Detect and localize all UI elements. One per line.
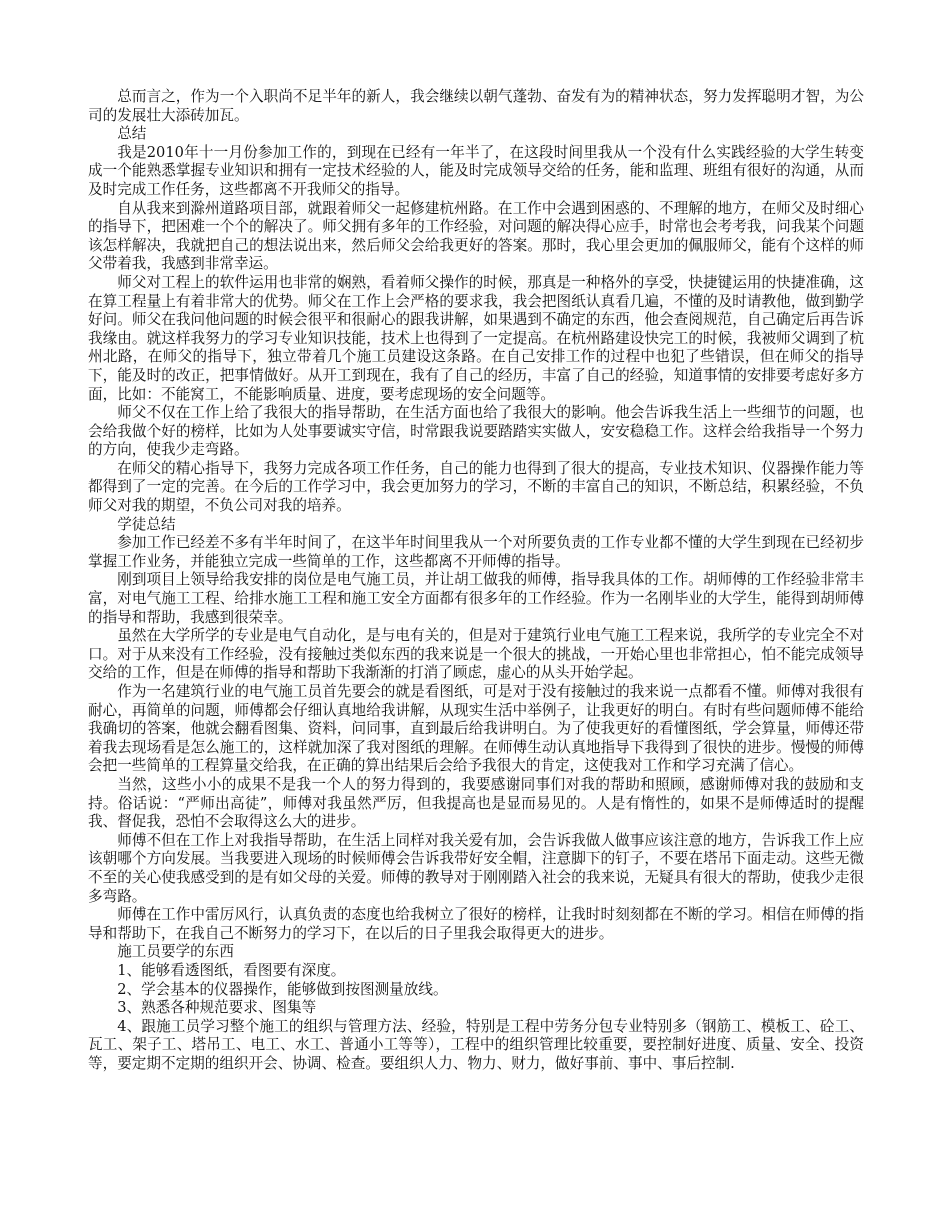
- list-item: 4、跟施工员学习整个施工的组织与管理方法、经验，特别是工程中劳务分包专业特别多（钢筋工、模板工、砼工、瓦工、架子工、塔吊工、电工、水工、普通小工等等），工程中的组织管理比较重要，要控制好进度、质量、安全、投资等，要定期不定期的组织开会、协调、检查。要组织人力、物力、财力，做好事前、事中、事后控制.: [88, 1017, 864, 1072]
- paragraph: 当然，这些小小的成果不是我一个人的努力得到的，我要感谢同事们对我的帮助和照顾，感谢师傅对我的鼓励和支持。俗话说：“严师出高徒”，师傅对我虽然严厉，但我提高也是显而易见的。人是有惰性的，如果不是师傅适时的提醒我、督促我，恐怕不会取得这么大的进步。: [88, 775, 864, 831]
- section-heading-summary: 总结: [117, 125, 147, 143]
- section-heading-what-to-learn: 施工员要学的东西: [117, 943, 234, 961]
- paragraph-conclusion: 总而言之，作为一个入职尚不足半年的新人，我会继续以朝气蓬勃、奋发有为的精神状态，努力发挥聪明才智，为公司的发展壮大添砖加瓦。: [88, 88, 864, 124]
- list-item: 2、学会基本的仪器操作，能够做到按图测量放线。: [117, 980, 448, 998]
- paragraph: 师傅在工作中雷厉风行，认真负责的态度也给我树立了很好的榜样，让我时时刻刻都在不断的学习。相信在师傅的指导和帮助下，在我自己不断努力的学习下，在以后的日子里我会取得更大的进步。: [88, 906, 864, 942]
- paragraph: 自从我来到滁州道路项目部，就跟着师父一起修建杭州路。在工作中会遇到困惑的、不理解的地方，在师父及时细心的指导下，把困难一个个的解决了。师父拥有多年的工作经验，对问题的解决得心应手，时常也会考考我，问我某个问题该怎样解决，我就把自己的想法说出来，然后师父会给我更好的答案。那时，我心里会更加的佩服师父，能有个这样的师父带着我，我感到非常幸运。: [88, 199, 864, 273]
- paragraph: 师父对工程上的软件运用也非常的娴熟，看着师父操作的时候，那真是一种格外的享受，快捷键运用的快捷准确，这在算工程量上有着非常大的优势。师父在工作上会严格的要求我，我会把图纸认真看几遍，不懂的及时请教他，做到勤学好问。师父在我问他问题的时候会很平和很耐心的跟我讲解，如果遇到不确定的东西，他会查阅规范，自己确定后再告诉我缘由。就这样我努力的学习专业知识技能，技术上也得到了一定提高。在杭州路建设快完工的时候，我被师父调到了杭州北路，在师父的指导下，独立带着几个施工员建设这条路。在自己安排工作的过程中也犯了些错误，但在师父的指导下，能及时的改正，把事情做好。从开工到现在，我有了自己的经历，丰富了自己的经验，知道事情的安排要考虑好多方面，比如：不能窝工，不能影响质量、进度，要考虑现场的安全问题等。: [88, 273, 864, 403]
- section-heading-apprentice-summary: 学徒总结: [117, 515, 176, 533]
- paragraph: 我是2010年十一月份参加工作的，到现在已经有一年半了，在这段时间里我从一个没有什么实践经验的大学生转变成一个能熟悉掌握专业知识和拥有一定技术经验的人，能及时完成领导交给的任务，能和监理、班组有很好的沟通，从而及时完成工作任务，这些都离不开我师父的指导。: [88, 143, 864, 198]
- paragraph: 参加工作已经差不多有半年时间了，在这半年时间里我从一个对所要负责的工作专业都不懂的大学生到现在已经初步掌握工作业务，并能独立完成一些简单的工作，这些都离不开师傅的指导。: [88, 534, 864, 570]
- paragraph: 师傅不但在工作上对我指导帮助，在生活上同样对我关爱有加，会告诉我做人做事应该注意的地方，告诉我工作上应该朝哪个方向发展。当我要进入现场的时候师傅会告诉我带好安全帽，注意脚下的钉子，不要在塔吊下面走动。这些无微不至的关心使我感受到的是有如父母的关爱。师傅的教导对于刚刚踏入社会的我来说，无疑具有很大的帮助，使我少走很多弯路。: [88, 831, 864, 905]
- list-item: 1、能够看透图纸，看图要有深度。: [117, 961, 346, 979]
- paragraph: 虽然在大学所学的专业是电气自动化，是与电有关的，但是对于建筑行业电气施工工程来说，我所学的专业完全不对口。对于从来没有工作经验，没有接触过类似东西的我来说是一个很大的挑战，一开始心里也非常担心，怕不能完成领导交给的工作，但是在师傅的指导和帮助下我渐渐的打消了顾虑，虚心的从头开始学起。: [88, 627, 864, 682]
- paragraph: 作为一名建筑行业的电气施工员首先要会的就是看图纸，可是对于没有接触过的我来说一点都看不懂。师傅对我很有耐心，再简单的问题，师傅都会仔细认真地给我讲解，从现实生活中举例子，让我更好的明白。有时有些问题师傅不能给我确切的答案，他就会翻看图集、资料，问同事，直到最后给我讲明白。为了使我更好的看懂图纸，学会算量，师傅还带着我去现场看是怎么施工的，这样就加深了我对图纸的理解。在师傅生动认真地指导下我得到了很快的进步。慢慢的师傅会把一些简单的工程算量交给我，在正确的算出结果后会给予我很大的肯定，这使我对工作和学习充满了信心。: [88, 683, 864, 775]
- paragraph: 在师父的精心指导下，我努力完成各项工作任务，自己的能力也得到了很大的提高，专业技术知识、仪器操作能力等都得到了一定的完善。在今后的工作学习中，我会更加努力的学习，不断的丰富自己的知识，不断总结，积累经验，不负师父对我的期望，不负公司对我的培养。: [88, 459, 864, 515]
- list-item: 3、熟悉各种规范要求、图集等: [117, 999, 317, 1017]
- paragraph: 师父不仅在工作上给了我很大的指导帮助，在生活方面也给了我很大的影响。他会告诉我生活上一些细节的问题，也会给我做个好的榜样，比如为人处事要诚实守信，时常跟我说要踏踏实实做人，安安稳稳工作。这样会给我指导一个努力的方向，使我少走弯路。: [88, 404, 864, 459]
- document-page: [88, 88, 864, 1073]
- paragraph: 刚到项目上领导给我安排的岗位是电气施工员，并让胡工做我的师傅，指导我具体的工作。胡师傅的工作经验非常丰富，对电气施工工程、给排水施工工程和施工安全方面都有很多年的工作经验。作为一名刚毕业的大学生，能得到胡师傅的指导和帮助，我感到很荣幸。: [88, 571, 864, 626]
